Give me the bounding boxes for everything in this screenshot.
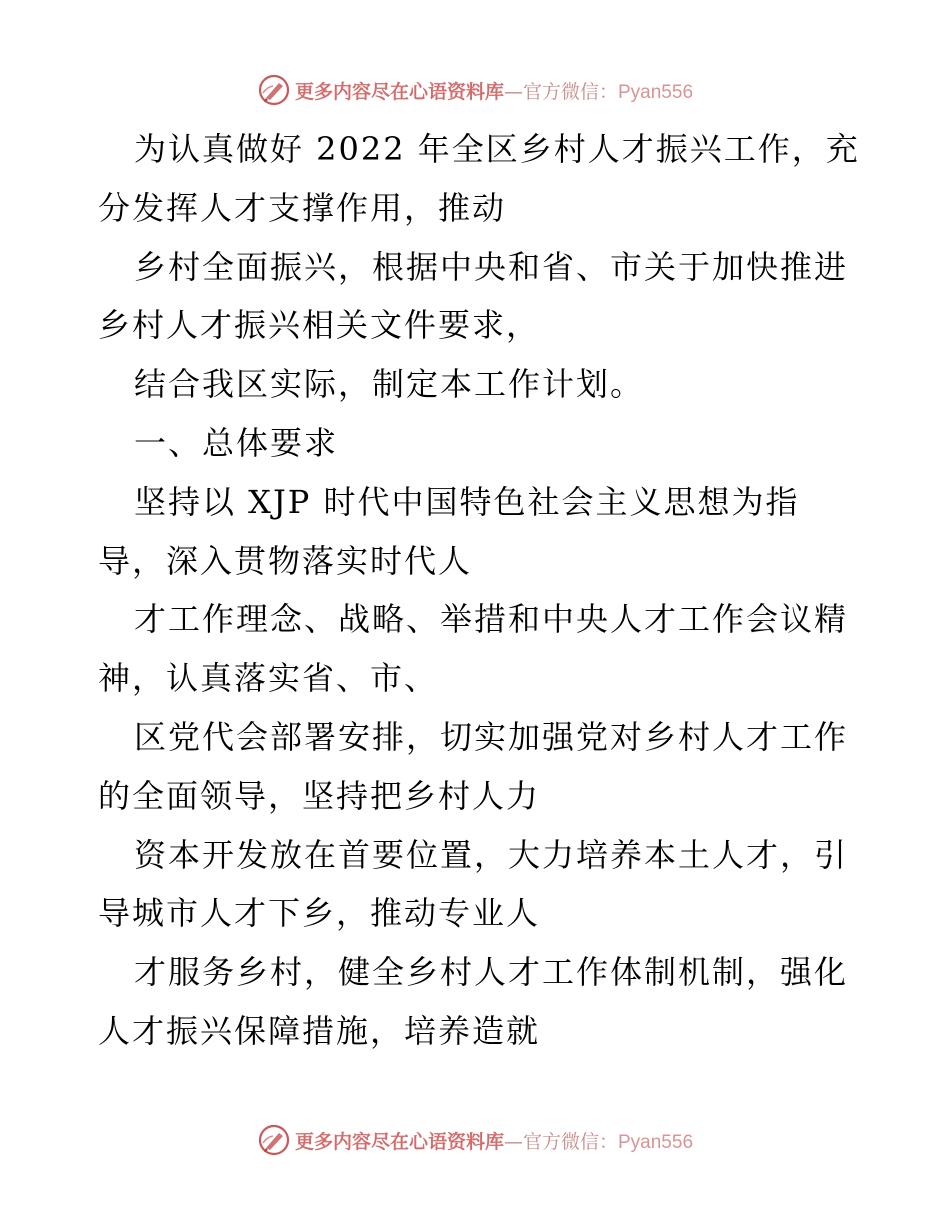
body-line: 分发挥人才支撑作用，推动 [98, 188, 507, 227]
footer-watermark-part1: 更多内容尽在心语资料库 [294, 1130, 504, 1153]
section-heading: 一、总体要求 [134, 423, 339, 462]
body-line: 结合我区实际，制定本工作计划。 [134, 365, 645, 404]
footer-watermark-banner [0, 1120, 950, 1160]
footer-watermark-part3: Pyan556 [618, 1131, 694, 1153]
body-line: 导城市人才下乡，推动专业人 [98, 894, 541, 933]
header-watermark-text [295, 77, 693, 104]
header-watermark-part1: 更多内容尽在心语资料库 [294, 80, 504, 103]
body-line: 才工作理念、战略、举措和中央人才工作会议精 [134, 600, 849, 639]
pen-logo-icon [257, 73, 291, 107]
body-line: 资本开发放在首要位置，大力培养本土人才，引 [134, 835, 849, 874]
body-line: 坚持以 XJP 时代中国特色社会主义思想为指 [134, 482, 800, 521]
body-line: 乡村全面振兴，根据中央和省、市关于加快推进 [134, 247, 849, 286]
body-line: 才服务乡村，健全乡村人才工作体制机制，强化 [134, 953, 849, 992]
document-body [98, 120, 858, 1061]
body-line: 为认真做好 2022 年全区乡村人才振兴工作，充 [134, 130, 860, 168]
body-line: 人才振兴保障措施，培养造就 [98, 1011, 541, 1050]
header-watermark-banner [0, 70, 950, 110]
body-line: 乡村人才振兴相关文件要求， [98, 306, 541, 345]
header-watermark-part3: Pyan556 [618, 81, 694, 103]
body-line: 导，深入贯物落实时代人 [98, 541, 473, 580]
footer-watermark-part2: —官方微信： [503, 1130, 618, 1153]
body-line: 神，认真落实省、市、 [98, 659, 439, 698]
header-watermark-part2: —官方微信： [503, 80, 618, 103]
footer-watermark-text [295, 1127, 693, 1154]
pen-logo-icon [257, 1123, 291, 1157]
body-line: 的全面领导，坚持把乡村人力 [98, 776, 541, 815]
body-line: 区党代会部署安排，切实加强党对乡村人才工作 [134, 717, 849, 756]
